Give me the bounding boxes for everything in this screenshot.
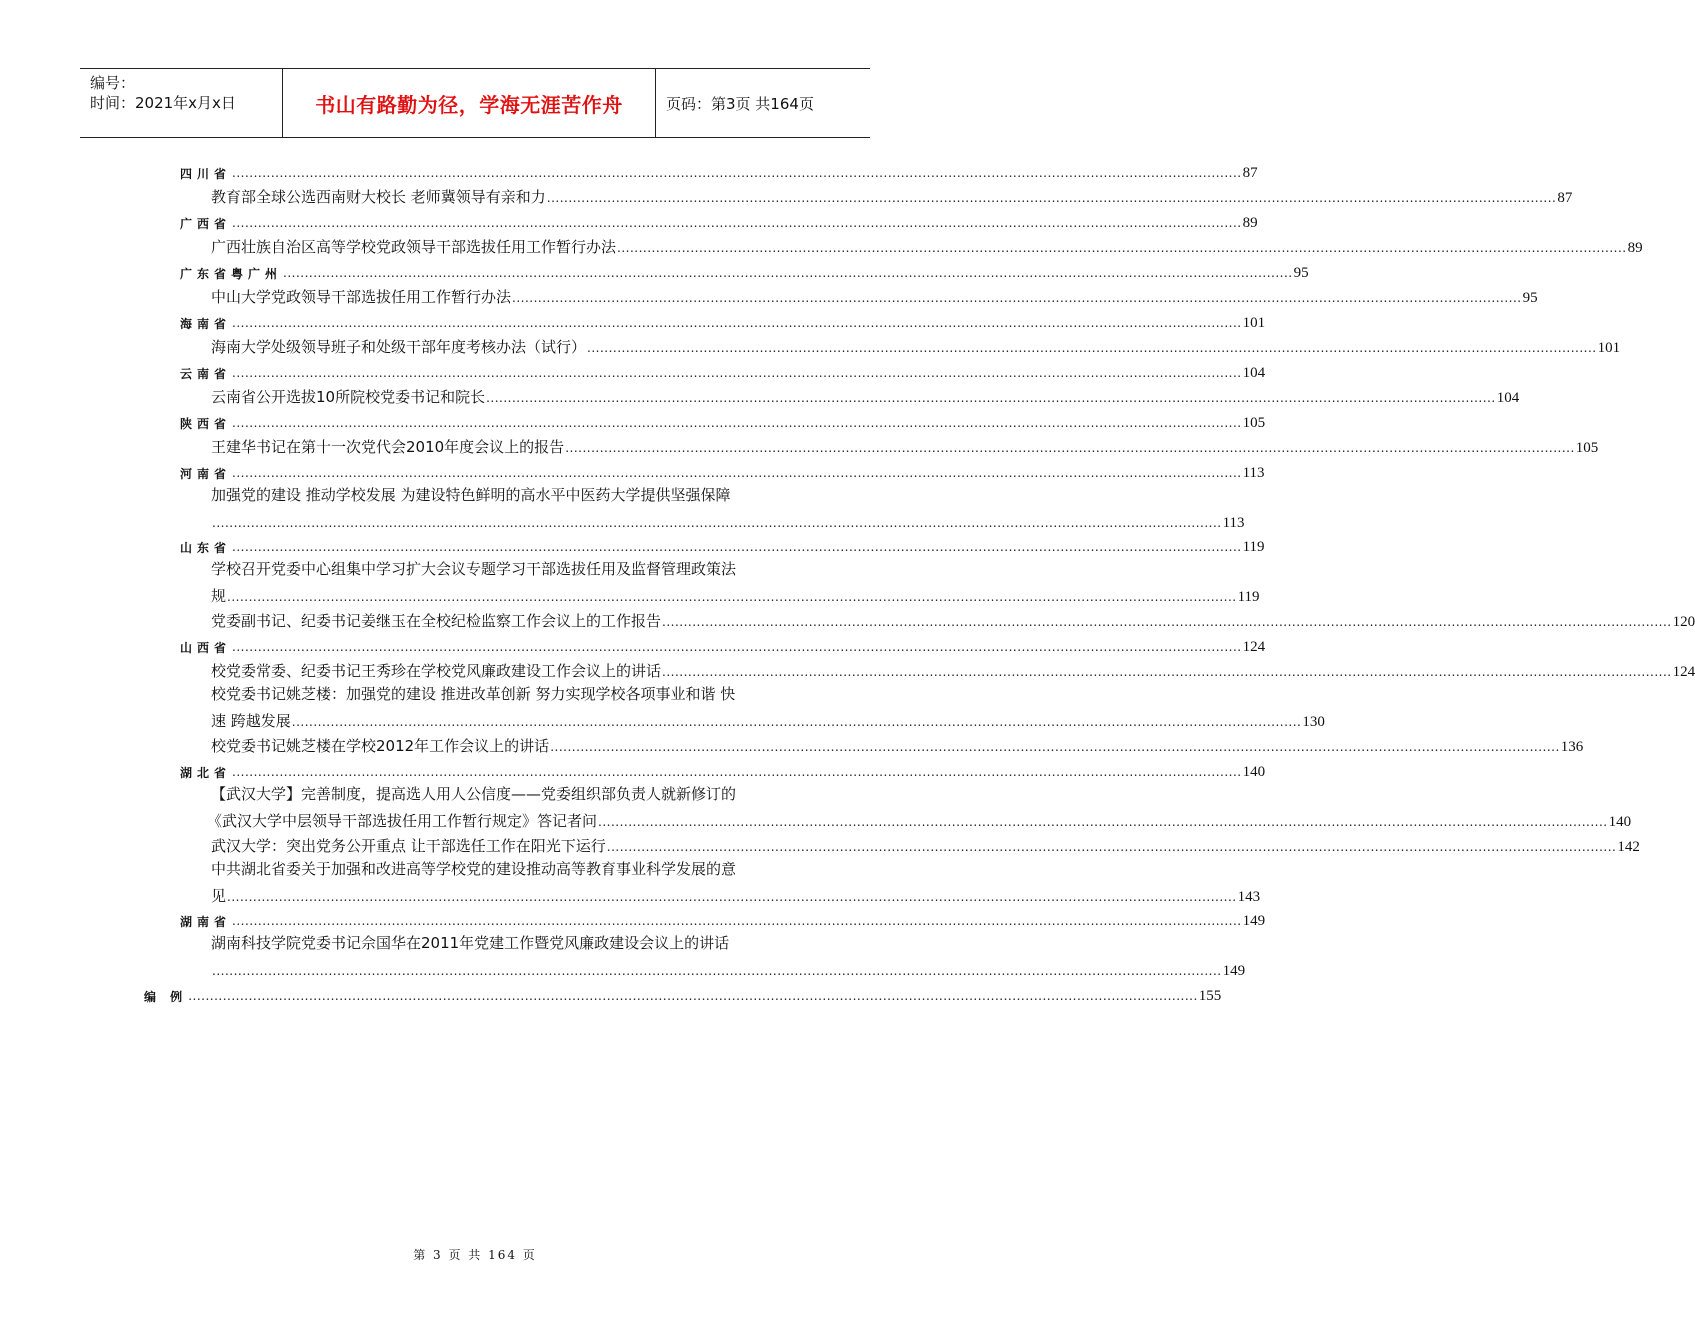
- toc-leader-dots: ..........................................................................................................................................................................................................................................: [606, 840, 1617, 854]
- toc-page-number: 104: [1242, 365, 1266, 381]
- toc-leader-dots: ..........................................................................................................................................................................................................................................: [232, 540, 1242, 554]
- toc-page-number: 142: [1617, 839, 1640, 855]
- toc-province-label: 海南省: [180, 317, 232, 331]
- toc-page-number: 130: [1302, 714, 1325, 730]
- toc-province-row[interactable]: [180, 906, 1266, 930]
- toc-entry-title[interactable]: 湖南科技学院党委书记佘国华在2011年党建工作暨党风廉政建设会议上的讲话: [211, 934, 730, 952]
- toc-entry-row[interactable]: [211, 383, 1520, 407]
- toc-leader-dots: ..........................................................................................................................................................................................................................................: [617, 241, 1627, 255]
- toc-entry-label: 武汉大学：突出党务公开重点 让干部选任工作在阳光下运行: [211, 837, 606, 855]
- toc-page-number: 105: [1575, 440, 1599, 456]
- toc-leader-dots: ..........................................................................................................................................................................................................................................: [232, 466, 1242, 480]
- toc-page-number: 136: [1560, 739, 1584, 755]
- toc-leader-dots: ..........................................................................................................................................................................................................................................: [227, 590, 1237, 604]
- toc-page-number: 143: [1237, 889, 1261, 905]
- toc-province-row[interactable]: [180, 208, 1258, 232]
- toc-province-row[interactable]: [180, 358, 1266, 382]
- toc-page-number: 101: [1597, 340, 1621, 356]
- toc-entry-label: 王建华书记在第十一次党代会2010年度会议上的报告: [211, 438, 565, 456]
- toc-leader-dots: ..........................................................................................................................................................................................................................................: [546, 191, 1557, 205]
- toc-province-row[interactable]: [180, 258, 1309, 282]
- toc-entry-title[interactable]: 校党委书记姚芝楼：加强党的建设 推进改革创新 努力实现学校各项事业和谐 快: [211, 685, 736, 703]
- toc-entry-label: 校党委常委、纪委书记王秀珍在学校党风廉政建设工作会议上的讲话: [211, 662, 662, 680]
- toc-page-number: 101: [1242, 315, 1266, 331]
- toc-entry-row[interactable]: [211, 832, 1640, 856]
- toc-leader-dots: ..........................................................................................................................................................................................................................................: [227, 890, 1237, 904]
- toc-leader-dots: ..........................................................................................................................................................................................................................................: [598, 815, 1608, 829]
- toc-leader-dots: ..........................................................................................................................................................................................................................................: [232, 416, 1242, 430]
- toc-entry-row[interactable]: [211, 433, 1599, 457]
- toc-page-number: 149: [1242, 913, 1266, 929]
- toc-entry-label: 见: [211, 887, 227, 905]
- toc-entry-label: 校党委书记姚芝楼在学校2012年工作会议上的讲话: [211, 737, 550, 755]
- toc-page-number: 105: [1242, 415, 1266, 431]
- toc-entry-label: 云南省公开选拔10所院校党委书记和院长: [211, 388, 486, 406]
- toc-province-row[interactable]: [180, 757, 1266, 781]
- toc-page-number: 87: [1242, 165, 1258, 181]
- toc-leader-dots: ..........................................................................................................................................................................................................................................: [587, 341, 1597, 355]
- toc-page-number: 140: [1608, 814, 1632, 830]
- toc-province-row[interactable]: [180, 308, 1266, 332]
- toc-leader-dots: ..........................................................................................................................................................................................................................................: [188, 989, 1198, 1003]
- toc-entry-title[interactable]: 学校召开党委中心组集中学习扩大会议专题学习干部选拔任用及监督管理政策法: [211, 560, 737, 578]
- toc-province-label: 河南省: [180, 467, 232, 481]
- serial-number-label: 编号：: [90, 74, 136, 92]
- header-meta: [80, 69, 282, 137]
- date-label: 时间：2021年x月x日: [90, 94, 236, 112]
- toc-page-number: 95: [1522, 290, 1538, 306]
- toc-province-label: 山西省: [180, 641, 232, 655]
- toc-province-row[interactable]: [180, 158, 1258, 182]
- toc-leader-dots: ..........................................................................................................................................................................................................................................: [232, 914, 1242, 928]
- toc-province-label: 湖南省: [180, 915, 232, 929]
- toc-page-number: 124: [1672, 664, 1695, 680]
- toc-province-label: 广西省: [180, 217, 232, 231]
- toc-leader-dots: ..........................................................................................................................................................................................................................................: [232, 166, 1242, 180]
- document-header: [80, 68, 870, 138]
- toc-entry-label: 中山大学党政领导干部选拔任用工作暂行办法: [211, 288, 512, 306]
- toc-entry-label: 广西壮族自治区高等学校党政领导干部选拔任用工作暂行办法: [211, 238, 617, 256]
- toc-page-number: 113: [1242, 465, 1265, 481]
- toc-province-label: 四川省: [180, 167, 232, 181]
- toc-entry-continuation-row[interactable]: [211, 508, 1245, 532]
- toc-entry-row[interactable]: [211, 732, 1584, 756]
- toc-entry-label: 速 跨越发展: [211, 712, 291, 730]
- toc-leader-dots: ..........................................................................................................................................................................................................................................: [512, 291, 1522, 305]
- toc-entry-title[interactable]: 【武汉大学】完善制度，提高选人用人公信度——党委组织部负责人就新修订的: [211, 785, 737, 803]
- toc-page-number: 95: [1293, 265, 1309, 281]
- toc-province-row[interactable]: [180, 632, 1266, 656]
- header-page-info: 页码：第3页 共164页: [666, 94, 814, 113]
- toc-entry-label: 教育部全球公选西南财大校长 老师冀领导有亲和力: [211, 188, 546, 206]
- toc-leader-dots: ..........................................................................................................................................................................................................................................: [212, 964, 1222, 978]
- toc-page-number: 119: [1237, 589, 1260, 605]
- toc-page-number: 140: [1242, 764, 1266, 780]
- toc-leader-dots: ..........................................................................................................................................................................................................................................: [232, 216, 1242, 230]
- toc-entry-label: 规: [211, 587, 227, 605]
- toc-province-label: 山东省: [180, 541, 232, 555]
- toc-page-number: 119: [1242, 539, 1265, 555]
- toc-entry-label: 海南大学处级领导班子和处级干部年度考核办法（试行）: [211, 338, 587, 356]
- toc-leader-dots: ..........................................................................................................................................................................................................................................: [565, 441, 1575, 455]
- toc-province-label: 湖北省: [180, 766, 232, 780]
- toc-leader-dots: ..........................................................................................................................................................................................................................................: [550, 740, 1560, 754]
- toc-entry-row[interactable]: [211, 333, 1621, 357]
- toc-entry-label: 党委副书记、纪委书记姜继玉在全校纪检监察工作会议上的工作报告: [211, 612, 662, 630]
- header-motto: 书山有路勤为径，学海无涯苦作舟: [282, 69, 656, 137]
- toc-leader-dots: ..........................................................................................................................................................................................................................................: [232, 316, 1242, 330]
- toc-leader-dots: ..........................................................................................................................................................................................................................................: [291, 715, 1302, 729]
- toc-page-number: 89: [1627, 240, 1643, 256]
- toc-leader-dots: ..........................................................................................................................................................................................................................................: [232, 765, 1242, 779]
- toc-leader-dots: ..........................................................................................................................................................................................................................................: [486, 391, 1496, 405]
- toc-page-number: 120: [1672, 614, 1695, 630]
- toc-province-label: 云南省: [180, 367, 232, 381]
- toc-page-number: 149: [1222, 963, 1246, 979]
- toc-leader-dots: ..........................................................................................................................................................................................................................................: [212, 516, 1222, 530]
- toc-entry-title[interactable]: 加强党的建设 推动学校发展 为建设特色鲜明的高水平中医药大学提供坚强保障: [211, 486, 731, 504]
- toc-leader-dots: ..........................................................................................................................................................................................................................................: [283, 266, 1293, 280]
- toc-entry-continuation-row[interactable]: [211, 956, 1246, 980]
- toc-page-number: 124: [1242, 639, 1266, 655]
- toc-page-number: 87: [1557, 190, 1573, 206]
- toc-province-row[interactable]: [180, 532, 1265, 556]
- toc-leader-dots: ..........................................................................................................................................................................................................................................: [232, 640, 1242, 654]
- toc-entry-label: 《武汉大学中层领导干部选拔任用工作暂行规定》答记者问: [207, 812, 598, 830]
- toc-page-number: 113: [1222, 515, 1245, 531]
- toc-entry-row[interactable]: [211, 657, 1695, 681]
- toc-leader-dots: ..........................................................................................................................................................................................................................................: [232, 366, 1242, 380]
- toc-entry-continuation-row[interactable]: [207, 807, 1632, 831]
- toc-entry-continuation-row[interactable]: [211, 707, 1325, 731]
- toc-entry-row[interactable]: [211, 283, 1538, 307]
- toc-section-label: 编 例: [144, 990, 188, 1004]
- toc-section-row[interactable]: [144, 981, 1222, 1005]
- toc-province-row[interactable]: [180, 458, 1265, 482]
- toc-page-number: 104: [1496, 390, 1520, 406]
- toc-entry-continuation-row[interactable]: [211, 582, 1260, 606]
- toc-page-number: 89: [1242, 215, 1258, 231]
- toc-entry-continuation-row[interactable]: [211, 882, 1261, 906]
- toc-leader-dots: ..........................................................................................................................................................................................................................................: [662, 615, 1672, 629]
- toc-entry-title[interactable]: 中共湖北省委关于加强和改进高等学校党的建设推动高等教育事业科学发展的意: [211, 860, 737, 878]
- toc-entry-row[interactable]: [211, 183, 1573, 207]
- toc-page-number: 155: [1198, 988, 1222, 1004]
- toc-province-label: 广东省粤广州: [180, 267, 283, 281]
- toc-entry-row[interactable]: [211, 607, 1695, 631]
- page-footer: 第 3 页 共 164 页: [413, 1248, 537, 1262]
- toc-province-label: 陕西省: [180, 417, 232, 431]
- toc-entry-row[interactable]: [211, 233, 1643, 257]
- toc-province-row[interactable]: [180, 408, 1266, 432]
- toc-leader-dots: ..........................................................................................................................................................................................................................................: [662, 665, 1672, 679]
